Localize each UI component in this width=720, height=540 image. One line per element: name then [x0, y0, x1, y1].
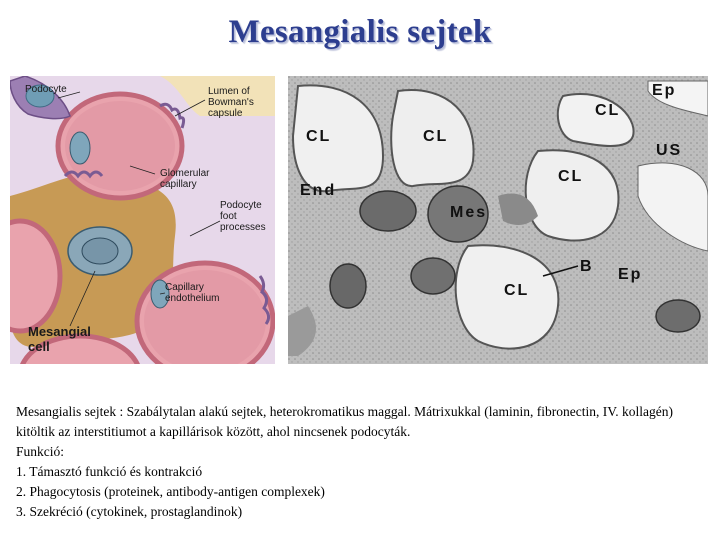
label-mes: Mes [450, 204, 488, 221]
label-capillary-endothelium: Capillary endothelium [165, 282, 220, 304]
description-paragraph: Mesangialis sejtek : Szabálytalan alakú sejtek, heterokromatikus maggal. Mátrixukkal (laminin, fibronectin, IV. kollagén) kitöltik az interstitiumot a kapillárisok között, ahol nincsenek podocyták. [16, 404, 673, 439]
label-b: B [580, 258, 594, 275]
function-item-2: 2. Phagocytosis (proteinek, antibody-antigen complexek) [16, 484, 325, 499]
function-heading: Funkció: [16, 444, 65, 459]
description-text [16, 402, 712, 522]
mesangial-diagram [10, 76, 275, 364]
micrograph-drawing [288, 76, 708, 364]
label-us: US [656, 142, 683, 159]
label-cl-1: CL [306, 128, 332, 145]
electron-micrograph [288, 76, 708, 364]
label-cl-4: CL [558, 168, 584, 185]
label-end: End [300, 182, 337, 199]
label-bowman-lumen: Lumen of Bowman's capsule [208, 86, 254, 119]
label-cl-3: CL [595, 102, 621, 119]
label-mesangial-cell: Mesangial cell [28, 324, 91, 354]
page-title: Mesangialis sejtek [228, 14, 492, 50]
label-cl-2: CL [423, 128, 449, 145]
label-podocyte: Podocyte [25, 84, 67, 95]
label-ep-1: Ep [652, 82, 677, 99]
function-item-1: 1. Támasztó funkció és kontrakció [16, 464, 203, 479]
label-foot-processes: Podocyte foot processes [220, 200, 266, 233]
label-glomerular-capillary: Glomerular capillary [160, 168, 210, 190]
label-ep-2: Ep [618, 266, 643, 283]
label-cl-5: CL [504, 282, 530, 299]
function-item-3: 3. Szekréció (cytokinek, prostaglandinok) [16, 504, 243, 519]
